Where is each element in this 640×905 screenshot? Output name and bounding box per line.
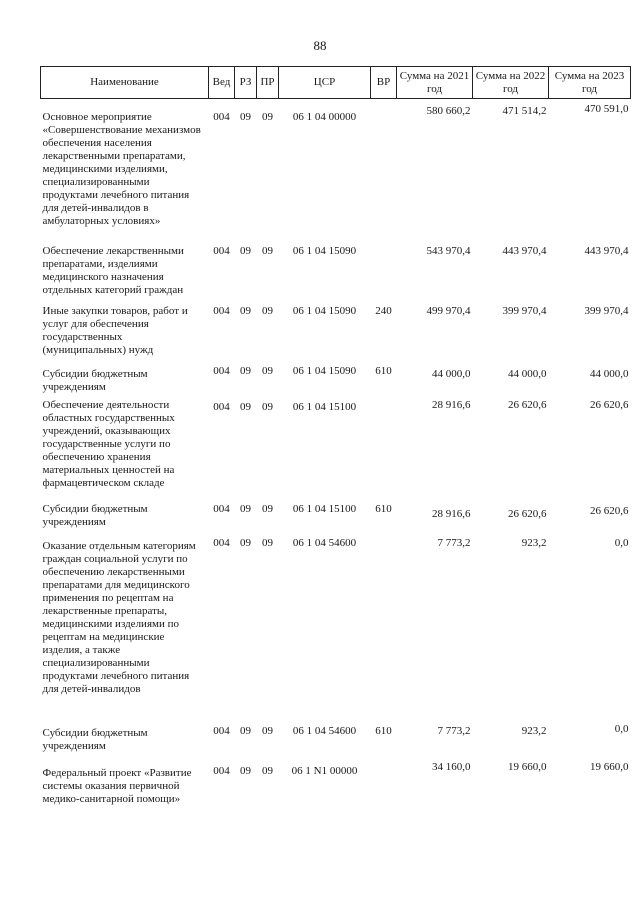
row-name: Федеральный проект «Развитие системы оказания первичной медико-санитарной помощи» <box>42 766 192 805</box>
row-vr: 610 <box>375 724 392 737</box>
row-name: Обеспечение лекарственными препаратами, изделиями медицинского назначения отдельных категорий граждан <box>42 244 184 296</box>
header-ved: Вед <box>209 67 235 99</box>
row-vr <box>371 399 397 503</box>
row-ved: 004 <box>213 244 230 257</box>
row-vr: 240 <box>375 304 392 317</box>
row-name: Обеспечение деятельности областных государственных учреждений, оказывающих государственные услуги по обеспечению хранения материальных ценностей на фармацевтическом складе <box>42 398 175 489</box>
table-row <box>41 503 631 537</box>
header-sum-2021: Сумма на 2021 год <box>397 67 473 99</box>
row-pr: 09 <box>262 111 273 123</box>
row-pr: 09 <box>262 364 273 377</box>
row-sum-2022: 44 000,0 <box>508 367 547 380</box>
row-sum-2022: 923,2 <box>521 724 547 737</box>
header-sum-2022: Сумма на 2022 год <box>473 67 549 99</box>
row-sum-2021: 28 916,6 <box>432 507 471 520</box>
table-header-row <box>41 67 631 99</box>
row-csr: 06 1 04 15090 <box>292 244 357 257</box>
row-sum-2022: 399 970,4 <box>502 304 547 317</box>
row-ved: 004 <box>213 724 230 737</box>
row-sum-2023: 0,0 <box>614 722 629 735</box>
row-name: Субсидии бюджетным учреждениям <box>42 502 148 528</box>
row-vr <box>371 537 397 723</box>
row-ved: 004 <box>213 536 230 549</box>
table-row <box>41 245 631 305</box>
row-rz: 09 <box>240 304 251 317</box>
row-csr: 06 1 04 00000 <box>292 111 357 123</box>
header-csr: ЦСР <box>279 67 371 99</box>
row-sum-2023: 19 660,0 <box>590 760 629 773</box>
row-pr: 09 <box>262 304 273 317</box>
row-sum-2021: 499 970,4 <box>426 304 471 317</box>
row-pr: 09 <box>262 400 273 413</box>
row-sum-2021: 543 970,4 <box>426 244 471 257</box>
header-pr: ПР <box>257 67 279 99</box>
header-vr: ВР <box>371 67 397 99</box>
row-pr: 09 <box>262 502 273 515</box>
row-sum-2022: 443 970,4 <box>502 244 547 257</box>
header-name: Наименование <box>41 67 209 99</box>
row-rz: 09 <box>240 764 251 777</box>
row-vr: 610 <box>375 364 392 377</box>
row-sum-2021: 34 160,0 <box>432 760 471 773</box>
row-csr: 06 1 04 15100 <box>292 400 357 413</box>
row-pr: 09 <box>262 536 273 549</box>
row-pr: 09 <box>262 724 273 737</box>
row-rz: 09 <box>240 364 251 377</box>
row-vr <box>371 245 397 305</box>
row-ved: 004 <box>213 764 230 777</box>
row-ved: 004 <box>213 364 230 377</box>
row-csr: 06 1 04 15090 <box>292 304 357 317</box>
row-csr: 06 1 04 15100 <box>292 502 357 515</box>
row-rz: 09 <box>240 400 251 413</box>
row-sum-2021: 7 773,2 <box>437 536 471 549</box>
table-row <box>41 757 631 806</box>
row-pr: 09 <box>262 244 273 257</box>
header-sum-2023: Сумма на 2023 год <box>549 67 631 99</box>
row-name: Основное мероприятие «Совершенствование механизмов обеспечения населения лекарственными препаратами, медицинскими изделиями, специализированными продуктами лечебного питания для детей-инвалидов в амбулаторных условиях» <box>42 111 201 227</box>
row-csr: 06 1 04 54600 <box>292 724 357 737</box>
row-sum-2023: 399 970,4 <box>584 304 629 317</box>
row-pr: 09 <box>262 764 273 777</box>
row-csr: 06 1 04 15090 <box>292 364 357 377</box>
row-sum-2021: 7 773,2 <box>437 724 471 737</box>
row-ved: 004 <box>213 304 230 317</box>
row-sum-2021: 580 660,2 <box>426 105 471 117</box>
row-sum-2022: 923,2 <box>521 536 547 549</box>
row-sum-2023: 0,0 <box>614 536 629 549</box>
table-row <box>41 305 631 365</box>
row-ved: 004 <box>213 400 230 413</box>
row-csr: 06 1 04 54600 <box>292 536 357 549</box>
page-number: 88 <box>313 38 327 53</box>
budget-table <box>40 66 631 806</box>
row-sum-2021: 44 000,0 <box>432 367 471 380</box>
row-name: Субсидии бюджетным учреждениям <box>42 726 148 752</box>
row-csr: 06 1 N1 00000 <box>291 764 358 777</box>
row-sum-2022: 471 514,2 <box>502 105 547 117</box>
row-rz: 09 <box>240 536 251 549</box>
row-ved: 004 <box>213 502 230 515</box>
row-rz: 09 <box>240 244 251 257</box>
row-name: Оказание отдельным категориям граждан социальной услуги по обеспечению лекарственными препаратами для медицинского применения по рецептам на лекарственные препараты, медицинскими изделиями по рецептам на медицинские изделия, а также специализированными продуктами лечебного питания для детей-инвалидов <box>42 539 196 695</box>
row-vr: 610 <box>375 502 392 515</box>
header-rz: РЗ <box>235 67 257 99</box>
row-sum-2021: 28 916,6 <box>432 398 471 411</box>
table-row <box>41 399 631 503</box>
row-sum-2022: 26 620,6 <box>508 398 547 411</box>
row-sum-2023: 443 970,4 <box>584 244 629 257</box>
row-name: Иные закупки товаров, работ и услуг для обеспечения государственных (муниципальных) нужд <box>42 304 188 356</box>
row-rz: 09 <box>240 724 251 737</box>
row-vr <box>371 757 397 806</box>
row-ved: 004 <box>213 111 230 123</box>
row-rz: 09 <box>240 502 251 515</box>
row-sum-2022: 26 620,6 <box>508 507 547 520</box>
row-sum-2023: 26 620,6 <box>590 398 629 411</box>
row-sum-2023: 44 000,0 <box>590 367 629 380</box>
row-sum-2023: 26 620,6 <box>590 504 629 517</box>
row-vr <box>371 99 397 245</box>
table-row <box>41 365 631 399</box>
table-row <box>41 723 631 757</box>
table-row <box>41 99 631 245</box>
row-rz: 09 <box>240 111 251 123</box>
table-row <box>41 537 631 723</box>
row-sum-2023: 470 591,0 <box>584 103 629 115</box>
row-name: Субсидии бюджетным учреждениям <box>42 367 148 393</box>
row-sum-2022: 19 660,0 <box>508 760 547 773</box>
